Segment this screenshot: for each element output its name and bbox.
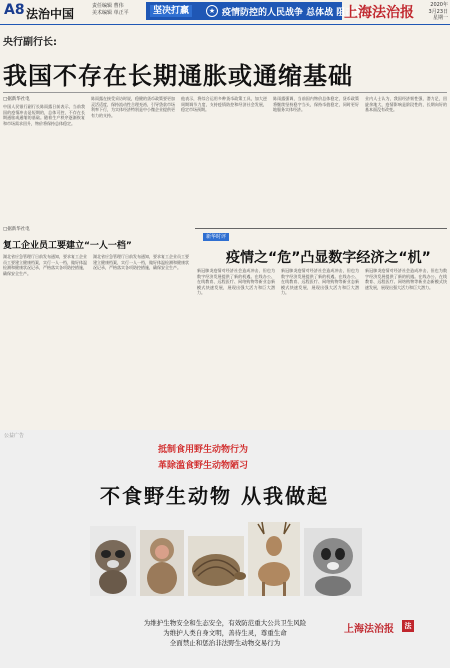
article2-column: 湖北省应急管理厅日前发布通知，要求复工企业员工要建立健康档案，实行一人一档，做好体温检测和健康状况记录，严格落实各项防控措施，确保安全生产。	[3, 254, 87, 276]
commentary-divider	[195, 228, 447, 229]
date-year: 2020年	[430, 2, 448, 8]
civet-image	[304, 528, 362, 596]
article2-byline: □据新华社电	[3, 227, 30, 232]
art-editor-line: 美术编辑 单正平	[92, 10, 129, 16]
ad-logo-mark: 法	[402, 620, 414, 632]
commentary-headline: 疫情之“危”凸显数字经济之“机”	[226, 250, 431, 266]
banner-tag: 坚决打赢	[150, 5, 192, 17]
article-column: 陈雨露在接受采访时说，稳健的货币政策要更加灵活适度，保持流动性合理充裕，引导贷款市场利率下行，为实体经济特别是中小微企业提供更有力的支持。	[91, 96, 175, 118]
ad-tagline-2: 为维护人类自身文明，善待生灵，尊重生命	[163, 629, 287, 637]
issue-date	[420, 2, 448, 22]
deer-image	[248, 522, 300, 596]
commentary-column: 新冠肺炎疫情对经济社会造成冲击，但也为数字经济发展提供了新的机遇。在线办公、在线教育、远程医疗、网络购物等新业态新模式快速发展，展现出强大活力和巨大潜力。	[365, 268, 447, 290]
article-column: 业内人士认为，我国经济韧性强，潜力足，回旋余地大，疫情影响是阶段性的，长期向好的基本面没有改变。	[365, 96, 447, 113]
editor-line: 责任编辑 曹伟	[92, 3, 124, 9]
banner-text: 疫情防控的人民战争 总体战 阻击战	[222, 8, 364, 18]
commentary-tag: 新华时评	[203, 233, 229, 241]
section-name: 法治中国	[26, 7, 75, 21]
commentary-column: 新冠肺炎疫情对经济社会造成冲击，但也为数字经济发展提供了新的机遇。在线办公、在线教育、远程医疗、网络购物等新业态新模式快速发展，展现出强大活力和巨大潜力。	[281, 268, 359, 296]
article-column: 陈雨露强调，当前国内物价总体稳定，货币政策将继续坚持稳字当头，保持币值稳定，同时更好地服务实体经济。	[273, 96, 359, 113]
article2-column: 湖北省应急管理厅日前发布通知，要求复工企业员工要建立健康档案，实行一人一档，做好体温检测和健康状况记录，严格落实各项防控措施，确保安全生产。	[93, 254, 189, 271]
ad-slogan-line-2: 革除滥食野生动物陋习	[158, 461, 249, 471]
newspaper-logo: 上海法治报	[344, 5, 414, 21]
ad-mark: 公益广告	[4, 433, 25, 439]
page-number: A8	[4, 2, 25, 18]
pangolin-image	[188, 536, 246, 596]
headline-divider	[3, 92, 447, 93]
ad-tagline-1: 为维护生物安全和生态安全，有效防范重大公共卫生风险	[143, 619, 307, 627]
ad-main-slogan: 不食野生动物 从我做起	[100, 484, 329, 508]
main-headline: 我国不存在长期通胀或通缩基础	[3, 62, 353, 90]
ad-slogan-line-1: 抵制食用野生动物行为	[158, 445, 249, 455]
article-column: 他表示，将综合运用多种货币政策工具，加大逆周期调节力度，支持疫情防控和经济社会发展，稳定市场预期。	[181, 96, 267, 113]
monkey-image	[140, 530, 184, 596]
ad-tagline-3: 全面禁止和惩治非法野生动物交易行为	[169, 639, 281, 647]
article-column: 中国人民银行副行长陈雨露日前表示，当前我国的疫情冲击是短期的，总体可控，不存在长期通胀或通缩的基础。随着生产秩序逐渐恢复和市场需求回升，物价将保持总体稳定。	[3, 104, 85, 126]
commentary-column: 新冠肺炎疫情对经济社会造成冲击，但也为数字经济发展提供了新的机遇。在线办公、在线教育、远程医疗、网络购物等新业态新模式快速发展，展现出强大活力和巨大潜力。	[197, 268, 275, 296]
article2-headline: 复工企业员工要建立“一人一档”	[3, 241, 132, 251]
headline-kicker: 央行副行长:	[3, 37, 57, 48]
article-byline: □据新华社电	[3, 97, 30, 102]
date-day: 3月23日	[428, 8, 448, 15]
editor-info	[92, 3, 129, 17]
ad-newspaper-logo: 上海法治报	[344, 624, 394, 635]
raccoon-dog-image	[90, 526, 136, 596]
star-icon: ★	[206, 5, 218, 17]
wild-animals-illustration	[88, 516, 364, 602]
masthead-divider	[0, 24, 450, 25]
date-weekday: 星期一	[432, 15, 448, 21]
